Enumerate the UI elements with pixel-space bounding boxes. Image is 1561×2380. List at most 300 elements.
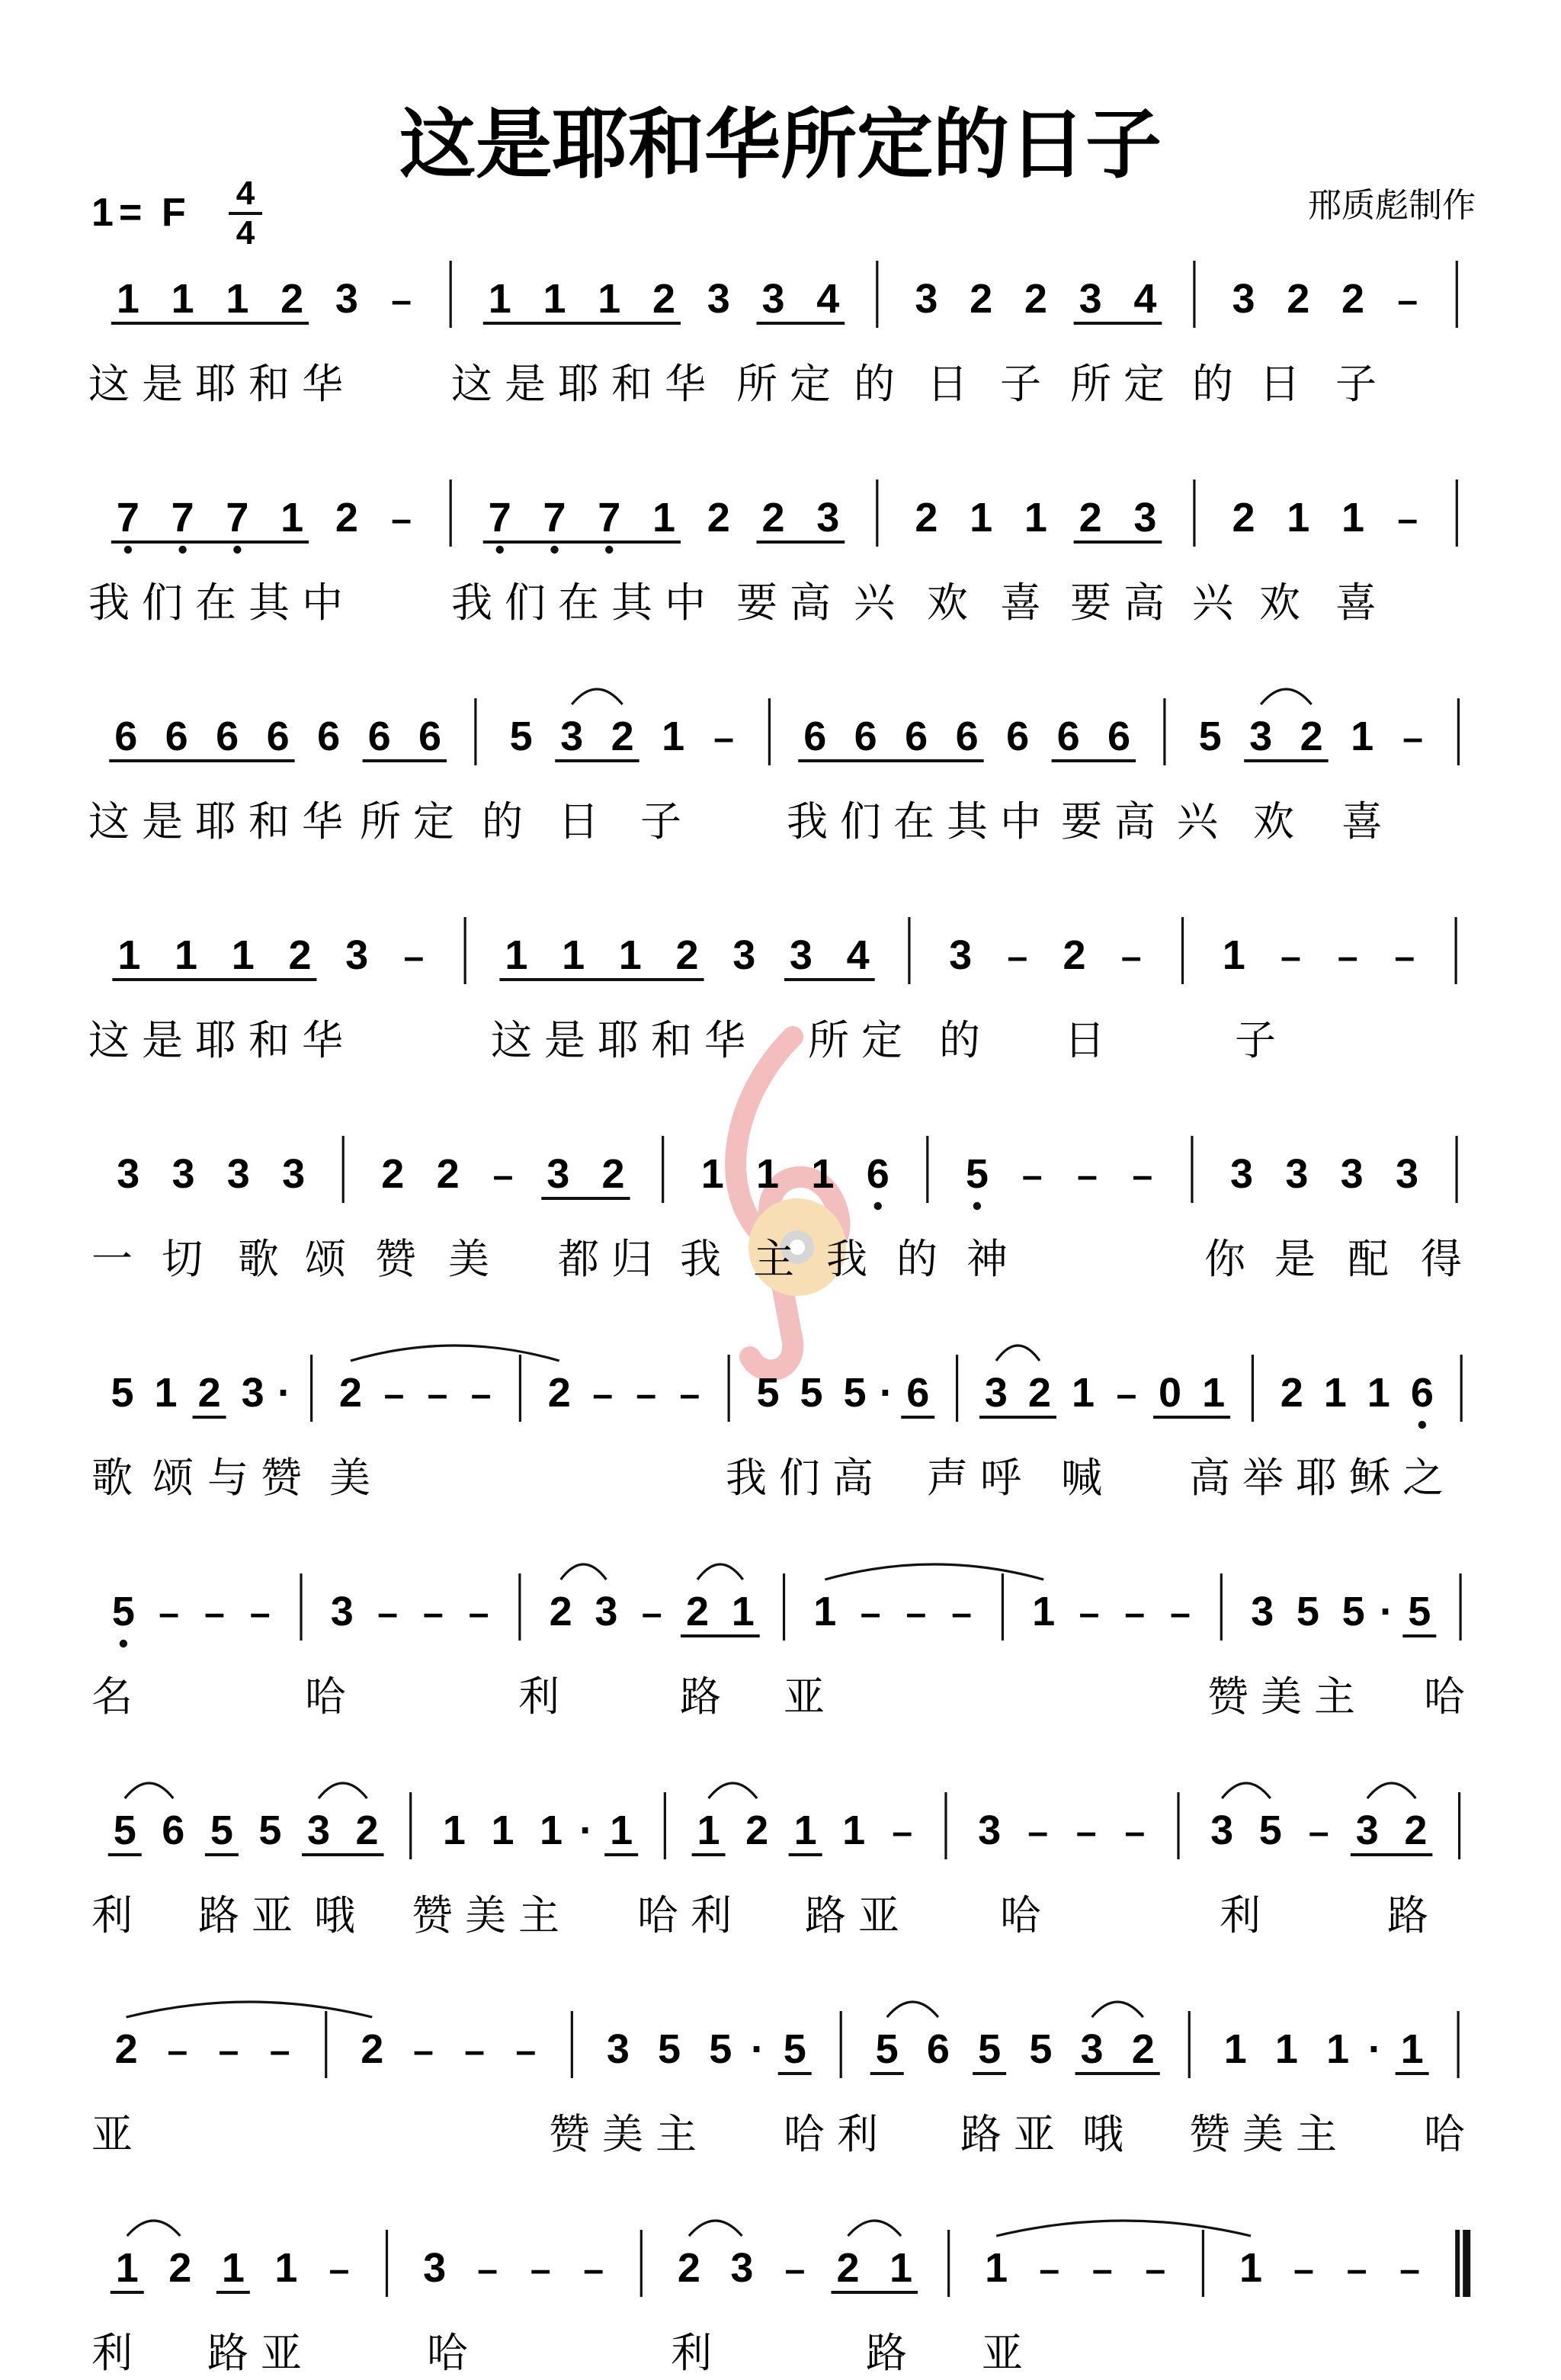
lyric-text: 高举耶稣之 xyxy=(1189,1454,1456,1502)
note-digit: 1 xyxy=(154,1370,178,1416)
lyric-text: 喜 xyxy=(1335,579,1389,627)
lyric-text: 喜 xyxy=(1341,797,1395,845)
note-digit: 2 xyxy=(168,2245,192,2291)
dash: – xyxy=(515,2031,537,2071)
lyric-text: 亚 xyxy=(784,1673,837,1721)
note-digit: 7 xyxy=(488,495,511,540)
lyric-text: 我们在其中 xyxy=(787,797,1053,845)
note-digit: 1 xyxy=(226,276,249,322)
note-digit: 3 xyxy=(984,1370,1008,1416)
lyric-text: 声呼 xyxy=(927,1454,1034,1502)
note-digit: 1 xyxy=(610,1807,633,1853)
dash: – xyxy=(1397,499,1418,540)
dash: – xyxy=(906,1593,927,1634)
note-digit: 1 xyxy=(1400,2026,1424,2072)
note-digit: 6 xyxy=(854,714,877,759)
dash: – xyxy=(391,281,412,321)
note-digit: 5 xyxy=(756,1370,780,1416)
note-digit: 7 xyxy=(171,495,194,540)
note-digit: 6 xyxy=(866,1151,889,1197)
lyric-text: 颂 xyxy=(152,1454,206,1502)
note-digit: 1 xyxy=(1341,495,1365,540)
note-digit: 0 xyxy=(1159,1370,1182,1416)
note-digit: 6 xyxy=(1107,714,1131,759)
note-digit: 5 xyxy=(1408,1589,1431,1634)
slur xyxy=(1367,1783,1416,1798)
note-digit: 5 xyxy=(111,1370,134,1416)
lyric-text: 赞美主 xyxy=(412,1891,572,1939)
note-digit: 2 xyxy=(547,1370,571,1416)
dash: – xyxy=(1124,1812,1146,1852)
dash: – xyxy=(1145,2250,1166,2290)
dash: – xyxy=(1091,2250,1113,2290)
lyric-text: 兴 xyxy=(1192,579,1245,627)
dash: – xyxy=(1077,1156,1098,1196)
dash: – xyxy=(1039,2250,1060,2290)
dash: – xyxy=(477,2250,498,2290)
lower-octave-dot xyxy=(973,1202,981,1210)
note-digit: 6 xyxy=(114,714,138,759)
note-digit: 2 xyxy=(1024,276,1047,322)
augmentation-dot: · xyxy=(277,1370,291,1416)
dash: – xyxy=(403,937,425,977)
note-digit: 7 xyxy=(598,495,621,540)
lower-octave-dot xyxy=(550,546,558,553)
lyric-text: 与赞 xyxy=(207,1454,314,1502)
lyric-text: 路亚 xyxy=(960,2110,1067,2158)
note-digit: 3 xyxy=(949,932,973,978)
slur xyxy=(825,1564,1043,1580)
lyric-text: 日 xyxy=(1064,1016,1117,1064)
note-digit: 2 xyxy=(1079,495,1102,540)
note-digit: 3 xyxy=(226,1151,250,1197)
score-system xyxy=(88,917,1456,1064)
note-digit: 2 xyxy=(436,1151,460,1197)
note-digit: 2 xyxy=(1341,276,1365,322)
lower-octave-dot xyxy=(496,546,504,553)
note-digit: 1 xyxy=(539,1807,563,1853)
score-system xyxy=(91,2002,1477,2158)
lyric-text: 哦 xyxy=(314,1891,367,1939)
dash: – xyxy=(269,2031,290,2071)
note-digit: 7 xyxy=(543,495,566,540)
note-digit: 5 xyxy=(1029,2026,1053,2072)
note-digit: 3 xyxy=(816,495,840,540)
note-digit: 3 xyxy=(915,276,938,322)
note-digit: 2 xyxy=(675,932,699,978)
note-digit: 1 xyxy=(756,1151,780,1197)
note-digit: 2 xyxy=(685,1589,709,1634)
note-digit: 6 xyxy=(162,1807,185,1853)
augmentation-dot: · xyxy=(751,2026,764,2072)
slur xyxy=(697,1564,743,1580)
note-digit: 1 xyxy=(562,932,585,978)
lower-octave-dot xyxy=(1418,1421,1426,1429)
lyric-text: 欢 xyxy=(1259,579,1313,627)
note-digit: 3 xyxy=(335,276,358,322)
lyric-text: 哈 xyxy=(1424,2110,1477,2158)
lyric-text: 配 xyxy=(1348,1235,1401,1283)
note-digit: 1 xyxy=(811,1151,835,1197)
dash: – xyxy=(1399,2250,1420,2290)
note-digit: 1 xyxy=(505,932,528,978)
lyric-text: 路亚 xyxy=(198,1891,305,1939)
note-digit: 2 xyxy=(970,276,993,322)
note-digit: 6 xyxy=(906,1370,930,1416)
note-digit: 3 xyxy=(330,1589,354,1634)
note-digit: 7 xyxy=(116,495,139,540)
lyric-text: 歌 xyxy=(91,1454,145,1502)
note-digit: 1 xyxy=(1223,2026,1247,2072)
note-digit: 3 xyxy=(1210,1807,1234,1853)
note-digit: 1 xyxy=(171,276,194,322)
note-digit: 2 xyxy=(611,714,634,759)
dash: – xyxy=(1124,1593,1146,1634)
note-digit: 5 xyxy=(658,2026,681,2072)
lyric-text: 都归 xyxy=(558,1235,665,1283)
note-digit: 3 xyxy=(282,1151,306,1197)
score-system xyxy=(91,2221,1466,2377)
note-digit: 5 xyxy=(709,2026,732,2072)
score-system xyxy=(91,1783,1460,1939)
dash: – xyxy=(391,499,412,540)
slur xyxy=(127,2221,181,2236)
dash: – xyxy=(1308,1812,1329,1852)
dash: – xyxy=(530,2250,551,2290)
note-digit: 2 xyxy=(836,2245,860,2291)
note-digit: 1 xyxy=(1071,1370,1095,1416)
dash: – xyxy=(329,2250,350,2290)
lyric-text: 欢 xyxy=(1253,797,1306,845)
note-digit: 3 xyxy=(732,932,756,978)
dash: – xyxy=(1346,2250,1367,2290)
lyric-text: 神 xyxy=(966,1235,1020,1283)
note-digit: 6 xyxy=(216,714,239,759)
note-digit: 4 xyxy=(816,276,840,322)
note-digit: 1 xyxy=(117,932,141,978)
time-signature xyxy=(229,175,262,252)
augmentation-dot: · xyxy=(1379,1589,1393,1634)
lyric-text: 的 xyxy=(1192,360,1245,408)
note-digit: 2 xyxy=(1404,1807,1428,1853)
lyric-text: 路 xyxy=(1387,1891,1441,1939)
lyric-text: 亚 xyxy=(91,2110,145,2158)
note-digit: 2 xyxy=(361,2026,384,2072)
lyric-text: 这是耶和华 xyxy=(491,1016,758,1064)
dash: – xyxy=(636,1374,657,1415)
note-digit: 6 xyxy=(165,714,188,759)
lyric-text: 的 xyxy=(482,797,535,845)
note-digit: 3 xyxy=(171,1151,195,1197)
note-digit: 3 xyxy=(1251,1589,1274,1634)
dash: – xyxy=(249,1593,271,1634)
credit-line: 邢质彪制作 xyxy=(1308,186,1476,225)
dash: – xyxy=(218,2031,239,2071)
augmentation-dot: · xyxy=(1367,2026,1382,2072)
lyric-text: 所定 xyxy=(736,360,843,408)
slur xyxy=(848,2221,901,2236)
note-digit: 7 xyxy=(226,495,249,540)
lyric-text: 兴 xyxy=(854,579,907,627)
note-digit: 1 xyxy=(731,1589,755,1634)
note-digit: 3 xyxy=(789,932,813,978)
lyric-text: 利 xyxy=(91,1891,145,1939)
note-digit: 1 xyxy=(543,276,566,322)
slur xyxy=(689,2221,742,2236)
lyric-text: 哦 xyxy=(1082,2110,1136,2158)
note-digit: 5 xyxy=(978,2026,1002,2072)
slur xyxy=(887,2002,938,2017)
note-digit: 6 xyxy=(803,714,827,759)
lyric-text: 哈 xyxy=(1424,1673,1477,1721)
dash: – xyxy=(167,2031,188,2071)
note-digit: 5 xyxy=(965,1151,989,1197)
score-system xyxy=(91,1564,1477,1721)
note-digit: 6 xyxy=(905,714,928,759)
note-digit: 3 xyxy=(1340,1151,1364,1197)
lyric-text: 你 xyxy=(1204,1235,1258,1283)
note-digit: 5 xyxy=(1296,1589,1319,1634)
note-digit: 3 xyxy=(1133,495,1157,540)
lyric-text: 要高 xyxy=(1070,579,1177,627)
note-digit: 3 xyxy=(730,2245,754,2291)
note-digit: 1 xyxy=(1032,1589,1056,1634)
note-digit: 6 xyxy=(1410,1370,1434,1416)
watermark-logo xyxy=(736,1037,846,1370)
lyric-text: 利 xyxy=(91,2329,145,2377)
note-digit: 6 xyxy=(926,2026,950,2072)
dash: – xyxy=(1116,1374,1137,1415)
note-digit: 1 xyxy=(618,932,642,978)
note-digit: 3 xyxy=(707,276,730,322)
score-system xyxy=(88,480,1457,627)
dash: – xyxy=(784,2250,806,2290)
note-digit: 2 xyxy=(288,932,312,978)
lyric-text: 颂 xyxy=(305,1235,358,1283)
dash: – xyxy=(1021,1156,1043,1196)
note-digit: 1 xyxy=(280,495,304,540)
slur xyxy=(996,1346,1040,1361)
note-digit: 1 xyxy=(1239,2245,1263,2291)
score-system xyxy=(88,261,1457,408)
note-digit: 3 xyxy=(606,2026,630,2072)
note-digit: 1 xyxy=(175,932,198,978)
dash: – xyxy=(713,718,734,759)
dash: – xyxy=(860,1593,881,1634)
note-digit: 1 xyxy=(1222,932,1245,978)
time-top: 4 xyxy=(236,175,255,212)
note-digit: 1 xyxy=(1024,495,1047,540)
slur xyxy=(1222,1783,1271,1798)
slur xyxy=(125,1783,174,1798)
lyric-text: 路 xyxy=(680,1673,733,1721)
time-bottom: 4 xyxy=(236,214,255,252)
note-digit: 1 xyxy=(1367,1370,1390,1416)
lyric-text: 的 xyxy=(896,1235,950,1283)
lyric-text: 哈利 xyxy=(637,1891,744,1939)
lyric-text: 喊 xyxy=(1061,1454,1114,1502)
note-digit: 2 xyxy=(280,276,304,322)
note-digit: 6 xyxy=(367,714,391,759)
dash: – xyxy=(159,1593,180,1634)
lyric-text: 哈 xyxy=(427,2329,480,2377)
lyric-text: 亚 xyxy=(982,2329,1035,2377)
lower-octave-dot xyxy=(124,546,132,553)
slur xyxy=(127,2002,373,2017)
note-digit: 5 xyxy=(111,1589,135,1634)
note-digit: 2 xyxy=(381,1151,405,1197)
dash: – xyxy=(377,1593,398,1634)
note-digit: 3 xyxy=(1230,1151,1254,1197)
note-digit: 5 xyxy=(800,1370,823,1416)
dash: – xyxy=(1079,1593,1100,1634)
slur xyxy=(351,1346,559,1361)
dash: – xyxy=(383,1374,405,1415)
slur xyxy=(1092,2002,1143,2017)
lyric-text: 利 xyxy=(518,1673,572,1721)
note-digit: 3 xyxy=(1080,2026,1104,2072)
lyric-text: 日 xyxy=(1259,360,1313,408)
lyric-text: 所定 xyxy=(360,797,466,845)
note-digit: 2 xyxy=(114,2026,138,2072)
note-digit: 3 xyxy=(1395,1151,1419,1197)
lyric-text: 哈利 xyxy=(784,2110,890,2158)
lyric-text: 路 xyxy=(866,2329,919,2377)
note-digit: 2 xyxy=(355,1807,379,1853)
note-digit: 5 xyxy=(875,2026,899,2072)
dash: – xyxy=(592,1374,614,1415)
note-digit: 4 xyxy=(846,932,870,978)
lyric-text: 子 xyxy=(1000,360,1053,408)
note-digit: 2 xyxy=(335,495,358,540)
dash: – xyxy=(427,1374,448,1415)
lyric-text: 这是耶和华 xyxy=(88,797,355,845)
note-digit: 2 xyxy=(745,1807,769,1853)
dash: – xyxy=(1027,1812,1049,1852)
dash: – xyxy=(492,1156,514,1196)
dash: – xyxy=(1075,1812,1097,1852)
note-digit: 3 xyxy=(595,1589,618,1634)
note-digit: 6 xyxy=(1056,714,1080,759)
note-digit: 3 xyxy=(1249,714,1273,759)
lyric-text: 我 xyxy=(826,1235,880,1283)
lyric-text: 主 xyxy=(753,1235,806,1283)
note-digit: 1 xyxy=(491,1807,514,1853)
lyric-text: 哈 xyxy=(1000,1891,1053,1939)
note-digit: 5 xyxy=(1258,1807,1282,1853)
note-digit: 3 xyxy=(1232,276,1255,322)
note-digit: 3 xyxy=(306,1807,330,1853)
note-digit: 1 xyxy=(221,2245,245,2291)
dash: – xyxy=(1132,1156,1153,1196)
dash: – xyxy=(1394,937,1415,977)
lower-octave-dot xyxy=(233,546,241,553)
dash: – xyxy=(583,2250,604,2290)
note-digit: 5 xyxy=(1341,1589,1365,1634)
note-digit: 2 xyxy=(601,1151,625,1197)
dash: – xyxy=(204,1593,225,1634)
lyric-text: 日 xyxy=(927,360,980,408)
lyric-text: 子 xyxy=(640,797,694,845)
lyric-text: 路亚 xyxy=(805,1891,912,1939)
augmentation-dot: · xyxy=(879,1370,893,1416)
lyric-text: 哈 xyxy=(305,1673,358,1721)
note-digit: 1 xyxy=(115,2245,139,2291)
note-digit: 2 xyxy=(1300,714,1323,759)
note-digit: 1 xyxy=(488,276,511,322)
lyric-text: 一 xyxy=(91,1235,145,1283)
dash: – xyxy=(679,1374,700,1415)
dash: – xyxy=(464,2031,485,2071)
slur xyxy=(709,1783,758,1798)
note-digit: 1 xyxy=(598,276,621,322)
key-eq: = xyxy=(119,191,143,235)
dash: – xyxy=(1007,937,1028,977)
score-system xyxy=(88,689,1458,845)
slur xyxy=(1261,689,1311,704)
note-digit: 3 xyxy=(423,2245,447,2291)
lyric-text: 喜 xyxy=(1000,579,1053,627)
note-digit: 5 xyxy=(210,1807,233,1853)
lyric-text: 欢 xyxy=(927,579,980,627)
lyric-text: 赞 xyxy=(375,1235,428,1283)
note-digit: 6 xyxy=(266,714,290,759)
note-digit: 2 xyxy=(1027,1370,1051,1416)
note-digit: 1 xyxy=(231,932,255,978)
note-digit: 1 xyxy=(662,714,685,759)
lyric-text: 赞美主 xyxy=(1189,2110,1349,2158)
dash: – xyxy=(470,1374,492,1415)
lower-octave-dot xyxy=(605,546,613,553)
note-digit: 6 xyxy=(1006,714,1030,759)
lyric-text: 赞美主 xyxy=(1207,1673,1367,1721)
dash: – xyxy=(1170,1593,1191,1634)
lyric-text: 是 xyxy=(1274,1235,1328,1283)
slur xyxy=(996,2221,1251,2236)
note-digit: 2 xyxy=(677,2245,700,2291)
note-digit: 4 xyxy=(1133,276,1157,322)
note-digit: 6 xyxy=(418,714,442,759)
lower-octave-dot xyxy=(120,1640,127,1647)
lyric-text: 美 xyxy=(448,1235,502,1283)
key-tonic: F xyxy=(162,191,186,235)
note-digit: 5 xyxy=(783,2026,806,2072)
dash: – xyxy=(1281,937,1301,977)
note-digit: 2 xyxy=(1232,495,1255,540)
dash: – xyxy=(892,1812,913,1852)
dash: – xyxy=(1293,2250,1314,2290)
note-digit: 2 xyxy=(915,495,938,540)
lyric-text: 我 xyxy=(680,1235,733,1283)
dash: – xyxy=(641,1593,662,1634)
lyric-text: 我们高 xyxy=(726,1454,886,1502)
dash: – xyxy=(951,1593,972,1634)
lyric-text: 子 xyxy=(1235,1016,1288,1064)
note-digit: 1 xyxy=(1326,2026,1350,2072)
note-digit: 6 xyxy=(955,714,979,759)
note-digit: 1 xyxy=(697,1807,720,1853)
note-digit: 2 xyxy=(338,1370,362,1416)
lyric-text: 歌 xyxy=(238,1235,291,1283)
lyric-text: 的 xyxy=(854,360,907,408)
note-digit: 1 xyxy=(1287,495,1310,540)
note-digit: 2 xyxy=(707,495,730,540)
note-digit: 2 xyxy=(652,276,676,322)
lower-octave-dot xyxy=(874,1202,882,1210)
note-digit: 1 xyxy=(442,1807,466,1853)
lyric-text: 得 xyxy=(1421,1235,1474,1283)
dash: – xyxy=(422,1593,444,1634)
